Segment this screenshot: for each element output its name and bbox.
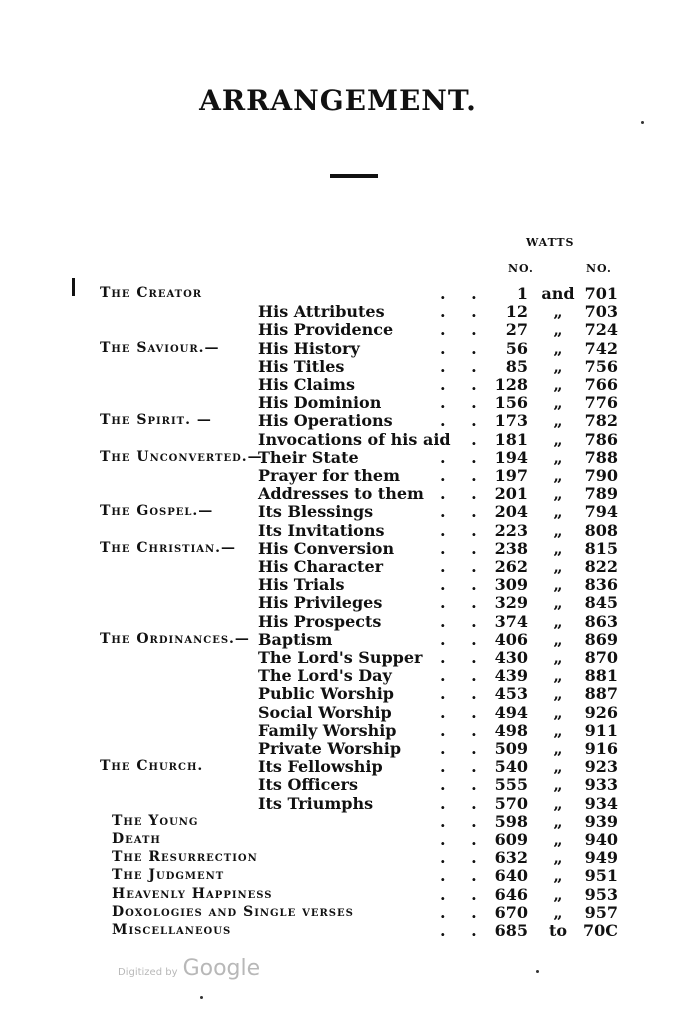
subsection-label: Prayer for them [258, 466, 400, 485]
table-row [0, 302, 676, 320]
title-divider [330, 174, 378, 178]
table-row [0, 320, 676, 338]
leader-dots: . . [440, 903, 487, 922]
watts-number: 815 [584, 539, 618, 558]
leader-dots: . . [440, 866, 487, 885]
connector-mark: „ [553, 593, 563, 612]
section-label: The Gospel.— [100, 503, 214, 519]
page-speck [641, 121, 644, 124]
leader-dots: . . [440, 411, 487, 430]
leader-dots: . . [440, 666, 487, 685]
table-row [0, 612, 676, 630]
table-row [0, 757, 676, 775]
watts-number: 789 [584, 484, 618, 503]
subsection-label: His Prospects [258, 612, 382, 631]
leader-dots: . . [440, 430, 487, 449]
subsection-label: Its Officers [258, 775, 358, 794]
connector-mark: „ [553, 339, 563, 358]
hymn-number: 1 [516, 284, 528, 303]
hymn-number: 570 [494, 794, 528, 813]
connector-mark: „ [553, 575, 563, 594]
leader-dots: . . [440, 794, 487, 813]
connector-mark: „ [553, 411, 563, 430]
watts-number: 949 [584, 848, 618, 867]
leader-dots: . . [440, 448, 487, 467]
connector-mark: „ [553, 794, 563, 813]
leader-dots: . . [440, 648, 487, 667]
no-column-header-1: NO. [508, 262, 534, 275]
leader-dots: . . [440, 757, 487, 776]
table-row [0, 284, 676, 302]
watts-number: 845 [584, 593, 618, 612]
watts-number: 808 [584, 521, 618, 540]
connector-mark: „ [553, 448, 563, 467]
connector-mark: „ [553, 466, 563, 485]
hymn-number: 204 [494, 502, 528, 521]
watts-number: 951 [584, 866, 618, 885]
watts-number: 790 [584, 466, 618, 485]
hymn-number: 194 [494, 448, 528, 467]
watts-number: 782 [584, 411, 618, 430]
table-row [0, 885, 676, 903]
leader-dots: . . [440, 775, 487, 794]
hymn-number: 494 [494, 703, 528, 722]
connector-mark: „ [553, 557, 563, 576]
connector-mark: „ [553, 903, 563, 922]
table-row [0, 830, 676, 848]
hymn-number: 156 [494, 393, 528, 412]
leader-dots: . . [440, 339, 487, 358]
subsection-label: His Claims [258, 375, 355, 394]
section-label: The Resurrection [112, 849, 258, 865]
table-row [0, 866, 676, 884]
table-row [0, 411, 676, 429]
table-row [0, 648, 676, 666]
table-row [0, 739, 676, 757]
section-label: The Creator [100, 285, 203, 301]
watts-number: 923 [584, 757, 618, 776]
google-watermark [118, 956, 260, 981]
table-row [0, 393, 676, 411]
subsection-label: Its Fellowship [258, 757, 383, 776]
watts-number: 957 [584, 903, 618, 922]
leader-dots: . . [440, 320, 487, 339]
watts-number: 836 [584, 575, 618, 594]
subsection-label: Invocations of his aid [258, 430, 451, 449]
hymn-number: 56 [505, 339, 528, 358]
hymn-number: 640 [494, 866, 528, 885]
watts-number: 756 [584, 357, 618, 376]
connector-mark: „ [553, 830, 563, 849]
connector-mark: „ [553, 521, 563, 540]
leader-dots: . . [440, 812, 487, 831]
hymn-number: 646 [494, 885, 528, 904]
subsection-label: His Conversion [258, 539, 395, 558]
connector-mark: „ [553, 812, 563, 831]
connector-mark: to [548, 921, 568, 940]
leader-dots: . . [440, 575, 487, 594]
watts-number: 926 [584, 703, 618, 722]
watts-number: 940 [584, 830, 618, 849]
table-row [0, 903, 676, 921]
watts-number: 794 [584, 502, 618, 521]
hymn-number: 262 [494, 557, 528, 576]
subsection-label: Its Invitations [258, 521, 385, 540]
watts-number: 953 [584, 885, 618, 904]
leader-dots: . . [440, 848, 487, 867]
connector-mark: „ [553, 721, 563, 740]
hymn-number: 201 [494, 484, 528, 503]
connector-mark: „ [553, 612, 563, 631]
table-row [0, 339, 676, 357]
hymn-number: 85 [505, 357, 528, 376]
hymn-number: 540 [494, 757, 528, 776]
table-row [0, 357, 676, 375]
watts-number: 724 [584, 320, 618, 339]
watts-number: 703 [584, 302, 618, 321]
connector-mark: „ [553, 866, 563, 885]
leader-dots: . . [440, 466, 487, 485]
leader-dots: . . [440, 630, 487, 649]
connector-mark: „ [553, 757, 563, 776]
connector-mark: „ [553, 302, 563, 321]
watts-number: 916 [584, 739, 618, 758]
hymn-number: 430 [494, 648, 528, 667]
subsection-label: The Lord's Day [258, 666, 392, 685]
watts-number: 870 [584, 648, 618, 667]
leader-dots: . . [440, 721, 487, 740]
leader-dots: . . [440, 684, 487, 703]
hymn-number: 685 [494, 921, 528, 940]
connector-mark: and [541, 284, 575, 303]
leader-dots: . . [440, 484, 487, 503]
hymn-number: 197 [494, 466, 528, 485]
connector-mark: „ [553, 502, 563, 521]
subsection-label: His Operations [258, 411, 393, 430]
watts-number: 786 [584, 430, 618, 449]
hymn-number: 453 [494, 684, 528, 703]
hymn-number: 670 [494, 903, 528, 922]
watermark-prefix: Digitized by [118, 967, 178, 978]
subsection-label: Baptism [258, 630, 333, 649]
table-row [0, 557, 676, 575]
watts-number: 881 [584, 666, 618, 685]
connector-mark: „ [553, 739, 563, 758]
connector-mark: „ [553, 703, 563, 722]
subsection-label: His Privileges [258, 593, 383, 612]
watts-column-header: WATTS [526, 236, 575, 249]
hymn-number: 329 [494, 593, 528, 612]
subsection-label: Social Worship [258, 703, 392, 722]
watts-number: 934 [584, 794, 618, 813]
connector-mark: „ [553, 393, 563, 412]
connector-mark: „ [553, 775, 563, 794]
watts-number: 869 [584, 630, 618, 649]
subsection-label: Its Triumphs [258, 794, 374, 813]
watts-number: 766 [584, 375, 618, 394]
hymn-number: 509 [494, 739, 528, 758]
section-label: Miscellaneous [112, 922, 232, 938]
watts-number: 742 [584, 339, 618, 358]
table-row [0, 466, 676, 484]
table-row [0, 539, 676, 557]
subsection-label: Their State [258, 448, 359, 467]
table-row [0, 721, 676, 739]
table-row [0, 575, 676, 593]
hymn-number: 223 [494, 521, 528, 540]
connector-mark: „ [553, 320, 563, 339]
watts-number: 863 [584, 612, 618, 631]
leader-dots: . . [440, 539, 487, 558]
leader-dots: . . [440, 885, 487, 904]
hymn-number: 439 [494, 666, 528, 685]
page-speck [536, 970, 539, 973]
subsection-label: Addresses to them [258, 484, 424, 503]
no-column-header-2: NO. [586, 262, 612, 275]
hymn-number: 498 [494, 721, 528, 740]
connector-mark: „ [553, 357, 563, 376]
section-label: The Saviour.— [100, 340, 220, 356]
leader-dots: . . [440, 521, 487, 540]
page-title: ARRANGEMENT. [199, 84, 477, 117]
connector-mark: „ [553, 375, 563, 394]
connector-mark: „ [553, 539, 563, 558]
section-label: Doxologies and Single verses [112, 904, 354, 920]
hymn-number: 374 [494, 612, 528, 631]
section-label: The Spirit. — [100, 412, 212, 428]
table-row [0, 775, 676, 793]
hymn-number: 555 [494, 775, 528, 794]
hymn-number: 27 [505, 320, 528, 339]
leader-dots: . . [440, 502, 487, 521]
leader-dots: . . [440, 830, 487, 849]
table-row [0, 666, 676, 684]
leader-dots: . . [440, 703, 487, 722]
hymn-number: 632 [494, 848, 528, 867]
subsection-label: Family Worship [258, 721, 397, 740]
watts-number: 887 [584, 684, 618, 703]
subsection-label: Its Blessings [258, 502, 374, 521]
watts-number: 776 [584, 393, 618, 412]
leader-dots: . . [440, 612, 487, 631]
leader-dots: . . [440, 357, 487, 376]
watts-number: 911 [584, 721, 618, 740]
subsection-label: Private Worship [258, 739, 402, 758]
table-row [0, 848, 676, 866]
subsection-label: His Attributes [258, 302, 385, 321]
section-label: The Ordinances.— [100, 631, 250, 647]
hymn-number: 12 [505, 302, 528, 321]
hymn-number: 406 [494, 630, 528, 649]
subsection-label: His Titles [258, 357, 345, 376]
watts-number: 822 [584, 557, 618, 576]
table-row [0, 593, 676, 611]
leader-dots: . . [440, 739, 487, 758]
watts-number: 701 [584, 284, 618, 303]
leader-dots: . . [440, 557, 487, 576]
subsection-label: His Character [258, 557, 384, 576]
watts-number: 70C [583, 921, 618, 940]
connector-mark: „ [553, 430, 563, 449]
table-row [0, 484, 676, 502]
section-label: Death [112, 831, 161, 847]
connector-mark: „ [553, 484, 563, 503]
table-row [0, 430, 676, 448]
watts-number: 788 [584, 448, 618, 467]
subsection-label: His Trials [258, 575, 345, 594]
table-row [0, 684, 676, 702]
section-label: The Church. [100, 758, 204, 774]
hymn-number: 609 [494, 830, 528, 849]
hymn-number: 309 [494, 575, 528, 594]
section-label: The Christian.— [100, 540, 237, 556]
subsection-label: The Lord's Supper [258, 648, 423, 667]
table-row [0, 921, 676, 939]
hymn-number: 598 [494, 812, 528, 831]
connector-mark: „ [553, 630, 563, 649]
table-row [0, 703, 676, 721]
watermark-brand: Google [182, 956, 261, 981]
leader-dots: . . [440, 921, 487, 940]
hymn-number: 238 [494, 539, 528, 558]
table-row [0, 448, 676, 466]
table-row [0, 812, 676, 830]
connector-mark: „ [553, 684, 563, 703]
table-row [0, 502, 676, 520]
watts-number: 933 [584, 775, 618, 794]
section-label: Heavenly Happiness [112, 886, 273, 902]
table-row [0, 521, 676, 539]
leader-dots: . . [440, 375, 487, 394]
leader-dots: . . [440, 284, 487, 303]
section-label: The Judgment [112, 867, 225, 883]
subsection-label: His Providence [258, 320, 394, 339]
connector-mark: „ [553, 885, 563, 904]
connector-mark: „ [553, 848, 563, 867]
leader-dots: . . [440, 302, 487, 321]
leader-dots: . . [440, 393, 487, 412]
connector-mark: „ [553, 648, 563, 667]
table-row [0, 375, 676, 393]
table-row [0, 630, 676, 648]
subsection-label: Public Worship [258, 684, 394, 703]
subsection-label: His History [258, 339, 360, 358]
page-speck [200, 996, 203, 999]
connector-mark: „ [553, 666, 563, 685]
leader-dots: . . [440, 593, 487, 612]
hymn-number: 181 [494, 430, 528, 449]
subsection-label: His Dominion [258, 393, 382, 412]
section-label: The Young [112, 813, 199, 829]
table-row [0, 794, 676, 812]
hymn-number: 128 [494, 375, 528, 394]
hymn-number: 173 [494, 411, 528, 430]
watts-number: 939 [584, 812, 618, 831]
section-label: The Unconverted.— [100, 449, 263, 465]
